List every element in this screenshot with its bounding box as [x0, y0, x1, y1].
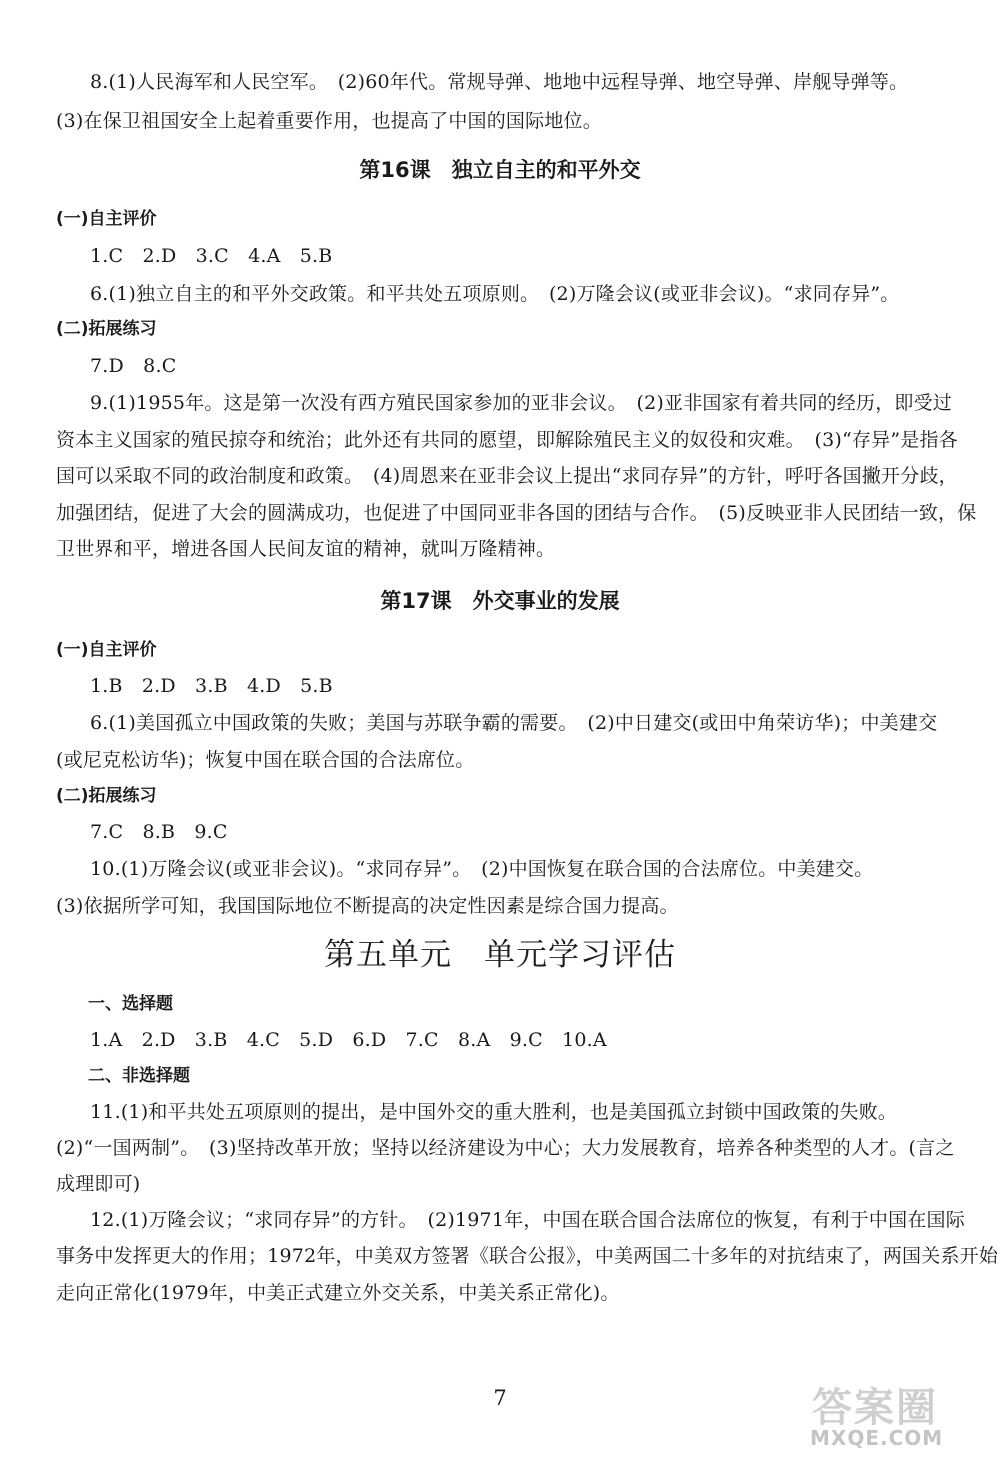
l17-answer-10-line2: (3)依据所学可知，我国国际地位不断提高的决定性因素是综合国力提高。 — [56, 895, 679, 917]
l17-section-1-heading: (一)自主评价 — [56, 640, 157, 660]
l16-answer-9-line5: 卫世界和平，增进各国人民间友谊的精神，就叫万隆精神。 — [56, 538, 556, 560]
l16-practice-answers: 7.D 8.C — [90, 355, 177, 377]
watermark-logo — [808, 1376, 978, 1456]
page-number: 7 — [493, 1386, 507, 1410]
l17-practice-answers: 7.C 8.B 9.C — [90, 821, 228, 843]
u5-choice-answers: 1.A 2.D 3.B 4.C 5.D 6.D 7.C 8.A 9.C 10.A — [90, 1029, 607, 1051]
u5-answer-12-line3: 走向正常化(1979年，中美正式建立外交关系，中美关系正常化)。 — [56, 1282, 620, 1304]
l16-choice-answers: 1.C 2.D 3.C 4.A 5.B — [90, 245, 333, 267]
watermark-bottom-text: MXQE.COM — [810, 1426, 944, 1450]
l16-section-2-heading: (二)拓展练习 — [56, 319, 157, 339]
l16-answer-9-line3: 国可以采取不同的政治制度和政策。 (4)周恩来在亚非会议上提出“求同存异”的方针，呼吁各国撇开分歧， — [56, 465, 958, 487]
u5-answer-12-line1: 12.(1)万隆会议；“求同存异”的方针。 (2)1971年，中国在联合国合法席位的恢复，有利于中国在国际 — [90, 1209, 965, 1231]
answer-8-line1: 8.(1)人民海军和人民空军。 (2)60年代。常规导弹、地地中远程导弹、地空导弹、岸舰导弹等。 — [90, 71, 909, 93]
u5-answer-11-line1: 11.(1)和平共处五项原则的提出，是中国外交的重大胜利，也是美国孤立封锁中国政策的失败。 — [90, 1101, 898, 1123]
u5-section-1-heading: 一、选择题 — [88, 994, 173, 1014]
lesson-16-title: 第16课 独立自主的和平外交 — [359, 158, 641, 182]
l17-answer-6-line1: 6.(1)美国孤立中国政策的失败；美国与苏联争霸的需要。 (2)中日建交(或田中角荣访华)；中美建交 — [90, 712, 938, 734]
unit-5-title: 第五单元 单元学习评估 — [324, 937, 676, 973]
u5-answer-12-line2: 事务中发挥更大的作用；1972年，中美双方签署《联合公报》，中美两国二十多年的对抗结束了，两国关系开始 — [56, 1245, 999, 1267]
u5-answer-11-line3: 成理即可) — [56, 1173, 141, 1195]
u5-answer-11-line2: (2)“一国两制”。 (3)坚持改革开放；坚持以经济建设为中心；大力发展教育，培养各种类型的人才。(言之 — [56, 1137, 955, 1159]
answer-8-line2: (3)在保卫祖国安全上起着重要作用，也提高了中国的国际地位。 — [56, 110, 602, 132]
l17-section-2-heading: (二)拓展练习 — [56, 786, 157, 806]
l17-answer-6-line2: (或尼克松访华)；恢复中国在联合国的合法席位。 — [56, 749, 475, 771]
l16-answer-9-line4: 加强团结，促进了大会的圆满成功，也促进了中国同亚非各国的团结与合作。 (5)反映亚非人民团结一致，保 — [56, 502, 977, 524]
l16-answer-9-line1: 9.(1)1955年。这是第一次没有西方殖民国家参加的亚非会议。 (2)亚非国家有着共同的经历，即受过 — [90, 392, 953, 414]
l16-answer-9-line2: 资本主义国家的殖民掠夺和统治；此外还有共同的愿望，即解除殖民主义的奴役和灾难。 (3)“存异”是指各 — [56, 429, 958, 451]
watermark-top-text: 答案圈 — [812, 1385, 938, 1431]
l16-answer-6: 6.(1)独立自主的和平外交政策。和平共处五项原则。 (2)万隆会议(或亚非会议)。“求同存异”。 — [90, 283, 900, 305]
l17-answer-10-line1: 10.(1)万隆会议(或亚非会议)。“求同存异”。 (2)中国恢复在联合国的合法席位。中美建交。 — [90, 858, 874, 880]
l17-choice-answers: 1.B 2.D 3.B 4.D 5.B — [90, 675, 333, 697]
l16-section-1-heading: (一)自主评价 — [56, 209, 157, 229]
u5-section-2-heading: 二、非选择题 — [88, 1066, 190, 1086]
lesson-17-title: 第17课 外交事业的发展 — [380, 589, 620, 613]
